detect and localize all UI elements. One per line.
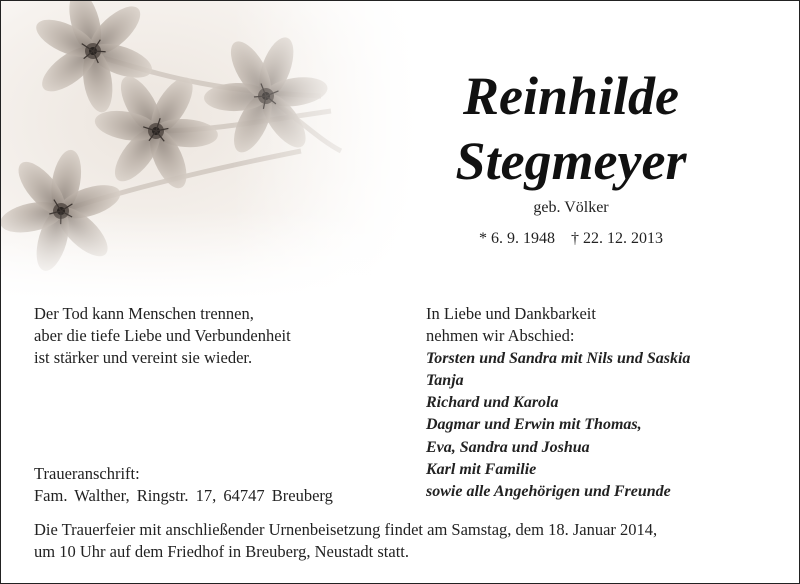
ceremony-line: Die Trauerfeier mit anschließender Urnenbeisetzung findet am Samstag, dem 18. Januar 2014, [34,520,658,539]
deceased-last-name: Stegmeyer [455,131,687,191]
family-line: Eva, Sandra und Joshua [426,438,590,456]
ceremony-notice [34,519,657,563]
flowers-image [1,1,421,301]
family-line: Torsten und Sandra mit Nils und Saskia [426,349,691,367]
deceased-first-name: Reinhilde [462,66,680,126]
quote-line: aber die tiefe Liebe und Verbundenheit [34,326,291,345]
memorial-quote [34,303,291,369]
birth-date: * 6. 9. 1948 [479,230,555,247]
family-line: Dagmar und Erwin mit Thomas, [426,416,642,434]
quote-line: Der Tod kann Menschen trennen, [34,304,254,323]
death-date: † 22. 12. 2013 [571,230,663,247]
family-line: Richard und Karola [426,394,559,412]
address-label: Traueranschrift: [34,464,140,483]
quote-line: ist stärker und vereint sie wieder. [34,348,253,367]
thanks-intro-line: In Liebe und Dankbarkeit [426,304,596,323]
birth-name: geb. Völker [533,199,609,216]
address-street: Fam. Walther, Ringstr. 17, 64747 Breuberg [34,486,333,505]
mourners-block [426,303,690,504]
mourning-address [34,463,333,507]
family-line: Tanja [426,371,464,389]
life-dates [421,230,721,248]
ceremony-line: um 10 Uhr auf dem Friedhof in Breuberg, Neustadt statt. [34,542,409,561]
family-line: sowie alle Angehörigen und Freunde [426,483,671,501]
thanks-intro-line: nehmen wir Abschied: [426,326,575,346]
family-line: Karl mit Familie [426,461,537,479]
